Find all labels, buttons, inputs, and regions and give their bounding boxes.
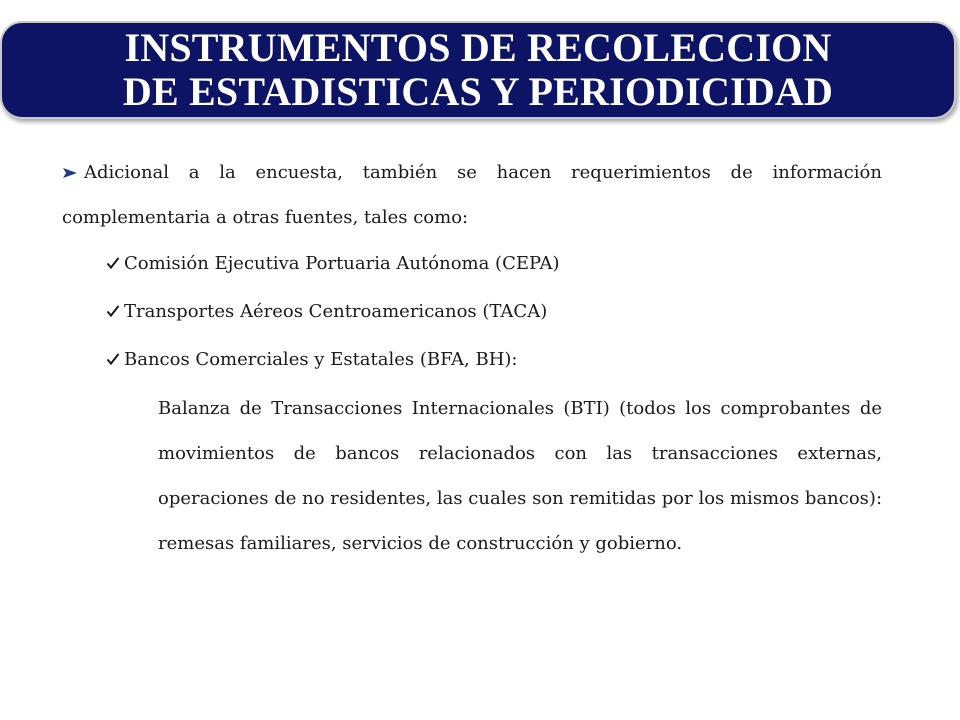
source-label: Transportes Aéreos Centroamericanos (TACA) (124, 301, 548, 322)
slide-body (62, 150, 882, 566)
list-item (106, 336, 882, 384)
checkmark-icon (106, 304, 120, 318)
arrow-bullet-icon (62, 167, 78, 179)
intro-text: Adicional a la encuesta, también se hacen requerimientos de información complementaria a otras fuentes, tales como: (62, 162, 882, 228)
source-label: Comisión Ejecutiva Portuaria Autónoma (CEPA) (124, 253, 560, 274)
sources-list (62, 240, 882, 384)
slide-title-line-1: INSTRUMENTOS DE RECOLECCION (124, 25, 832, 70)
intro-paragraph (62, 150, 882, 240)
source-label: Bancos Comerciales y Estatales (BFA, BH): (124, 349, 518, 370)
bti-detail-paragraph: Balanza de Transacciones Internacionales (BTI) (todos los comprobantes de movimientos de bancos relacionados con las transacciones externas, operaciones de no residentes, las cuales son remitidas por los mismos bancos): remesas familiares, servicios de construcción y gobierno. (158, 398, 883, 554)
checkmark-icon (106, 352, 120, 366)
list-item (106, 240, 882, 288)
title-banner (0, 21, 956, 119)
list-item (106, 288, 882, 336)
checkmark-icon (106, 256, 120, 270)
slide-title-line-2: DE ESTADISTICAS Y PERIODICIDAD (122, 69, 834, 114)
